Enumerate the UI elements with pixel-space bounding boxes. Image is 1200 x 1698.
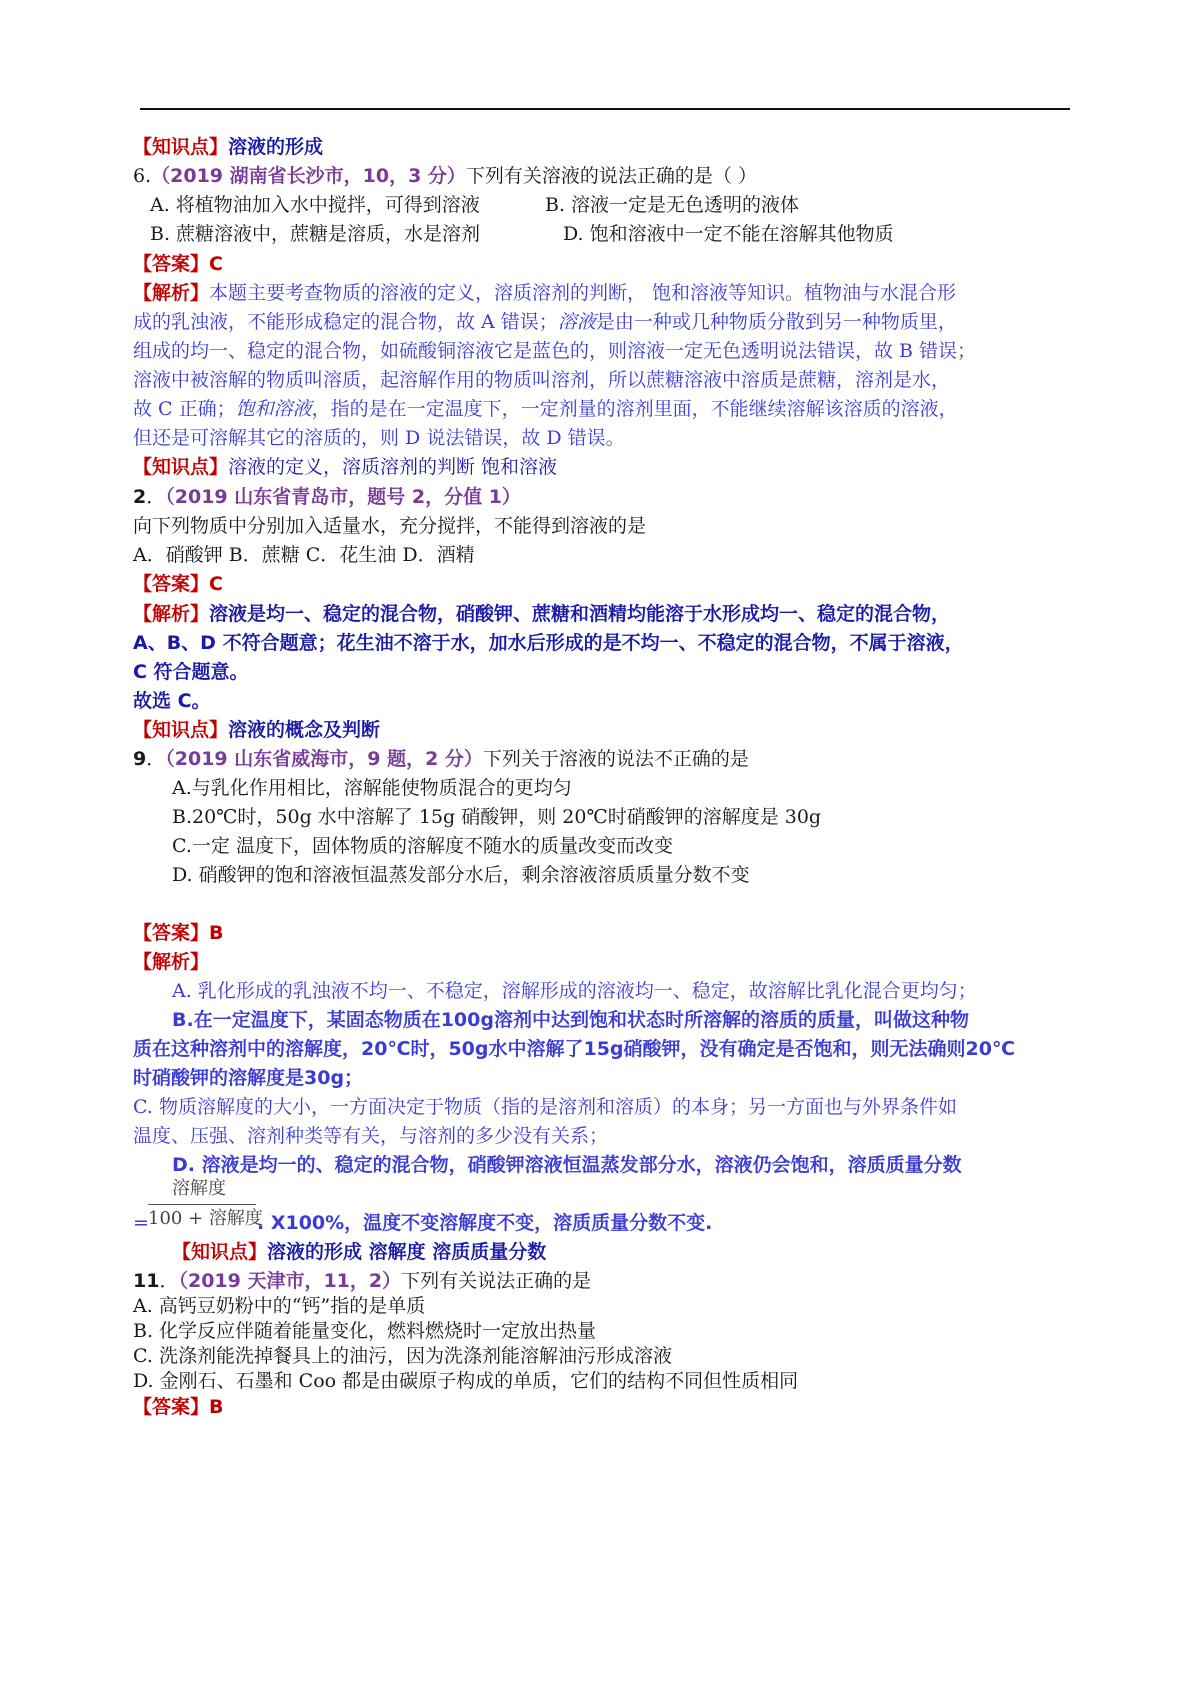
q6-option-d: D. 饱和溶液中一定不能在溶解其他物质 [563,223,894,245]
fraction-numerator: 溶解度 [172,1178,226,1199]
q2-knowledge-point [133,717,380,743]
kp-text: 溶液的定义，溶质溶剂的判断 饱和溶液 [228,456,558,478]
q11-option-b: B. 化学反应伴随着能量变化，燃料燃烧时一定放出热量 [133,1320,597,1342]
kp-label: 【知识点】 [172,1241,268,1263]
answer-value: B [209,922,224,944]
answer-label: 【答案】 [133,573,210,595]
analysis-label: 【解析】 [133,603,210,625]
q9-analysis-c: C. 物质溶解度的大小，一方面决定于物质（指的是溶剂和溶质）的本身；另一方面也与外界条件如 [133,1096,957,1118]
header-rule [140,108,1070,110]
answer-value: C [209,253,223,275]
q9-analysis-c: 温度、压强、溶剂种类等有关，与溶剂的多少没有关系； [133,1125,609,1147]
kp-text: 溶液的概念及判断 [228,719,381,741]
question-source: （2019 天津市，11，2） [178,1270,402,1292]
q9-analysis-a: A. 乳化形成的乳浊液不均一、不稳定，溶解形成的溶液均一、稳定，故溶解比乳化混合更均匀； [172,980,977,1002]
q2-analysis-line: 故选 C。 [133,690,211,712]
fraction-denominator: 100 + 溶解度 [148,1208,263,1229]
q11-question [133,1268,591,1294]
analysis-text: ，指的是在一定温度下，一定剂量的溶剂里面，不能继续溶解该溶质的溶液， [311,398,958,420]
q2-analysis-line [133,601,950,627]
analysis-text: 是由一种或几种物质分散到另一种物质里， [595,311,957,333]
question-dot: ． [146,748,166,770]
question-number: 11 [133,1270,160,1292]
analysis-italic: 饱和溶液 [235,398,312,420]
analysis-text: 故 C 正确； [133,398,236,420]
answer-value: B [209,1396,224,1418]
q6-knowledge-point-2 [133,454,557,480]
question-number: 6. [133,165,152,187]
q2-analysis-line: C 符合题意。 [133,661,249,683]
q11-option-d: D. 金刚石、石墨和 Coo 都是由碳原子构成的单质，它们的结构不同但性质相同 [133,1370,799,1392]
kp-title: 溶液的形成 [228,136,324,158]
q6-analysis-line [133,309,957,335]
q2-question [133,484,521,510]
q9-option-d: D. 硝酸钾的饱和溶液恒温蒸发部分水后，剩余溶液溶质质量分数不变 [172,864,750,886]
answer-label: 【答案】 [133,1396,210,1418]
analysis-label: 【解析】 [133,282,210,304]
q6-question [133,163,757,189]
question-dot: ． [159,1270,179,1292]
q6-analysis-line [133,280,956,306]
question-source: （2019 山东省青岛市，题号 2，分值 1） [165,486,521,508]
question-number: 2 [133,486,147,508]
q9-analysis-b: 质在这种溶剂中的溶解度，20℃时，50g水中溶解了15g硝酸钾，没有确定是否饱和，则无法确则20℃ [133,1038,1015,1060]
question-stem: 下列有关溶液的说法正确的是（ ） [465,165,757,187]
q9-analysis-b: 时硝酸钾的溶解度是30g； [133,1067,364,1089]
q11-answer [133,1394,224,1420]
q9-analysis-b: B.在一定温度下，某固态物质在100g溶剂中达到饱和状态时所溶解的溶质的质量，叫做这种物 [172,1009,969,1031]
q6-option-c: B. 蔗糖溶液中，蔗糖是溶质，水是溶剂 [150,223,481,245]
q2-answer [133,571,223,597]
q6-option-a: A. 将植物油加入水中搅拌，可得到溶液 [150,194,480,216]
q9-option-b: B.20℃时，50g 水中溶解了 15g 硝酸钾，则 20℃时硝酸钾的溶解度是 30g [172,806,822,828]
q9-analysis-label: 【解析】 [133,951,210,973]
question-source: （2019 湖南省长沙市，10，3 分） [151,165,466,187]
analysis-text: 溶液是均一、稳定的混合物，硝酸钾、蔗糖和酒精均能溶于水形成均一、稳定的混合物， [209,603,951,625]
q2-options: A．硝酸钾 B．蔗糖 C．花生油 D．酒精 [133,544,475,566]
question-number: 9 [133,748,147,770]
fraction-bar [148,1204,256,1205]
q9-knowledge-point [172,1239,546,1265]
q6-option-b: B. 溶液一定是无色透明的液体 [545,194,800,216]
q9-analysis-d: . X100%，温度不变溶解度不变，溶质质量分数不变. [257,1212,713,1234]
q9-option-c: C.一定 温度下，固体物质的溶解度不随水的质量改变而改变 [172,835,673,857]
answer-label: 【答案】 [133,253,210,275]
kp-label: 【知识点】 [133,456,229,478]
q6-analysis-line: 但还是可溶解其它的溶质的，则 D 说法错误，故 D 错误。 [133,427,625,449]
q6-analysis-line: 组成的均一、稳定的混合物，如硫酸铜溶液它是蓝色的，则溶液一定无色透明说法错误，故 B 错误； [133,340,977,362]
question-stem: 下列有关说法正确的是 [401,1270,592,1292]
q2-stem: 向下列物质中分别加入适量水，充分搅拌，不能得到溶液的是 [133,515,647,537]
answer-value: C [209,573,223,595]
q9-question [133,746,749,772]
kp-text: 溶液的形成 溶解度 溶质质量分数 [267,1241,547,1263]
q6-analysis-line [133,396,958,422]
question-stem: 下列关于溶液的说法不正确的是 [482,748,749,770]
q11-option-a: A. 高钙豆奶粉中的“钙”指的是单质 [133,1295,426,1317]
question-source: （2019 山东省威海市，9 题，2 分） [165,748,483,770]
analysis-italic: 溶液 [557,311,596,333]
kp-label: 【知识点】 [133,719,229,741]
q9-option-a: A.与乳化作用相比，溶解能使物质混合的更均匀 [172,777,572,799]
q11-option-c: C. 洗涤剂能洗掉餐具上的油污，因为洗涤剂能溶解油污形成溶液 [133,1345,672,1367]
q9-answer [133,920,224,946]
answer-label: 【答案】 [133,922,210,944]
q2-analysis-line: A、B、D 不符合题意；花生油不溶于水，加水后形成的是不均一、不稳定的混合物，不属于溶液， [133,632,964,654]
analysis-text: 本题主要考查物质的溶液的定义，溶质溶剂的判断， 饱和溶液等知识。植物油与水混合形 [209,282,957,304]
q6-analysis-line: 溶液中被溶解的物质叫溶质，起溶解作用的物质叫溶剂，所以蔗糖溶液中溶质是蔗糖，溶剂是水， [133,369,951,391]
analysis-text: 成的乳浊液，不能形成稳定的混合物，故 A 错误； [133,311,558,333]
kp-label: 【知识点】 [133,136,229,158]
q6-knowledge-point [133,134,323,160]
q9-analysis-d: D. 溶液是均一的、稳定的混合物，硝酸钾溶液恒温蒸发部分水，溶液仍会饱和，溶质质量分数 [172,1154,962,1176]
question-dot: ． [146,486,166,508]
fraction-equals: = [133,1212,149,1234]
q6-answer [133,251,223,277]
